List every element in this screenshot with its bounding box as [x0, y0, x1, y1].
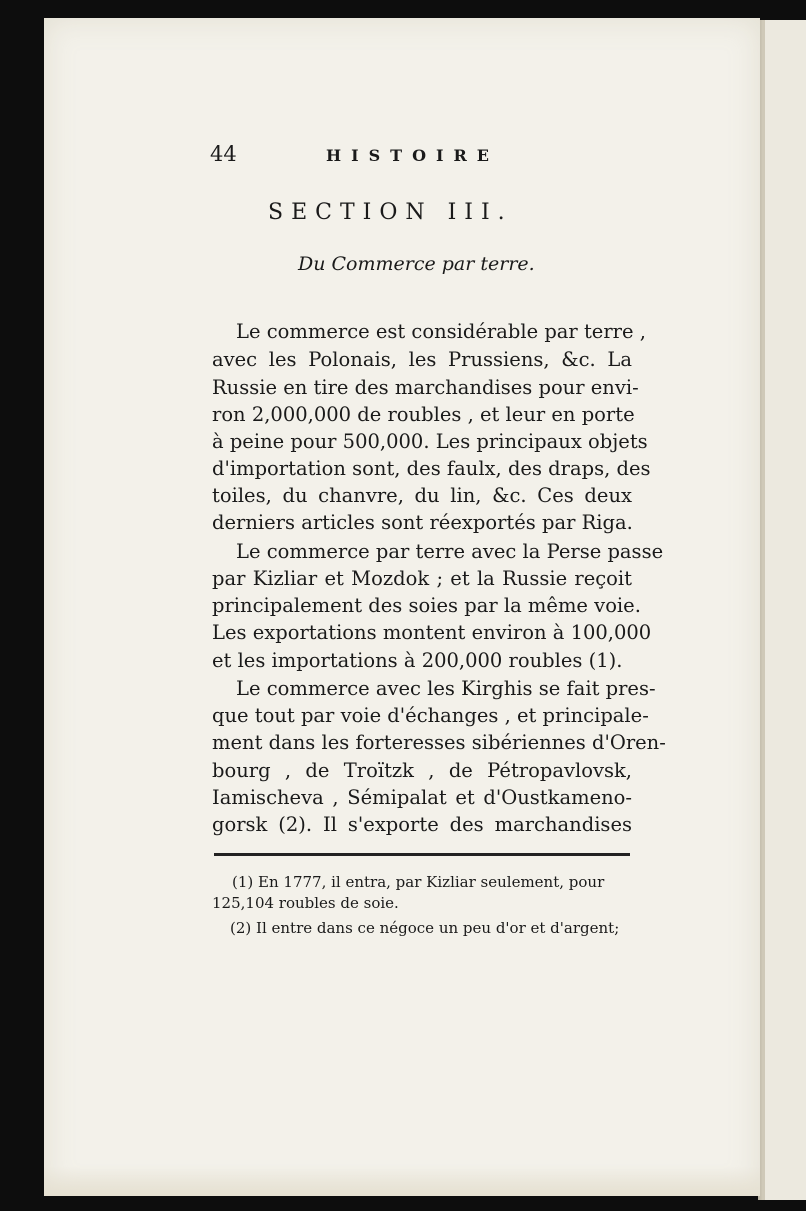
body-line: Les exportations montent environ à 100,000 — [212, 621, 652, 644]
body-line: Le commerce avec les Kirghis se fait pres- — [236, 677, 656, 700]
body-line: ment dans les forteresses sibériennes d'Oren- — [212, 731, 666, 754]
footnote-2: (2) Il entre dans ce négoce un peu d'or et d'argent; — [230, 919, 620, 937]
body-line: derniers articles sont réexportés par Riga. — [212, 511, 633, 534]
body-line: d'importation sont, des faulx, des draps, des — [212, 457, 651, 480]
facing-page-edge — [762, 20, 806, 1200]
body-line: Le commerce est considérable par terre , — [236, 320, 646, 343]
body-line: Le commerce par terre avec la Perse passe — [236, 540, 664, 563]
body-line: Iamischeva , Sémipalat et d'Oustkameno- — [212, 786, 632, 809]
body-line: à peine pour 500,000. Les principaux objets — [212, 430, 648, 453]
footnote-1-continued: 125,104 roubles de soie. — [212, 894, 399, 912]
page-number: 44 — [210, 142, 237, 166]
body-line: que tout par voie d'échanges , et principale- — [212, 704, 649, 727]
footnote-rule — [214, 853, 630, 856]
body-line: ron 2,000,000 de roubles , et leur en porte — [212, 403, 635, 426]
body-line: bourg , de Troïtzk , de Pétropavlovsk, — [212, 759, 632, 782]
footnote-1: (1) En 1777, il entra, par Kizliar seulement, pour — [232, 873, 605, 891]
body-line: gorsk (2). Il s'exporte des marchandises — [212, 813, 632, 836]
section-subtitle: Du Commerce par terre. — [298, 253, 535, 275]
body-line: et les importations à 200,000 roubles (1). — [212, 649, 623, 672]
body-line: toiles, du chanvre, du lin, &c. Ces deux — [212, 484, 632, 507]
body-line: Russie en tire des marchandises pour envi- — [212, 376, 639, 399]
body-line: avec les Polonais, les Prussiens, &c. La — [212, 348, 632, 371]
body-line: par Kizliar et Mozdok ; et la Russie reçoit — [212, 567, 632, 590]
running-head: HISTOIRE — [326, 146, 499, 165]
section-title: SECTION III. — [268, 200, 513, 225]
body-line: principalement des soies par la même voie. — [212, 594, 641, 617]
